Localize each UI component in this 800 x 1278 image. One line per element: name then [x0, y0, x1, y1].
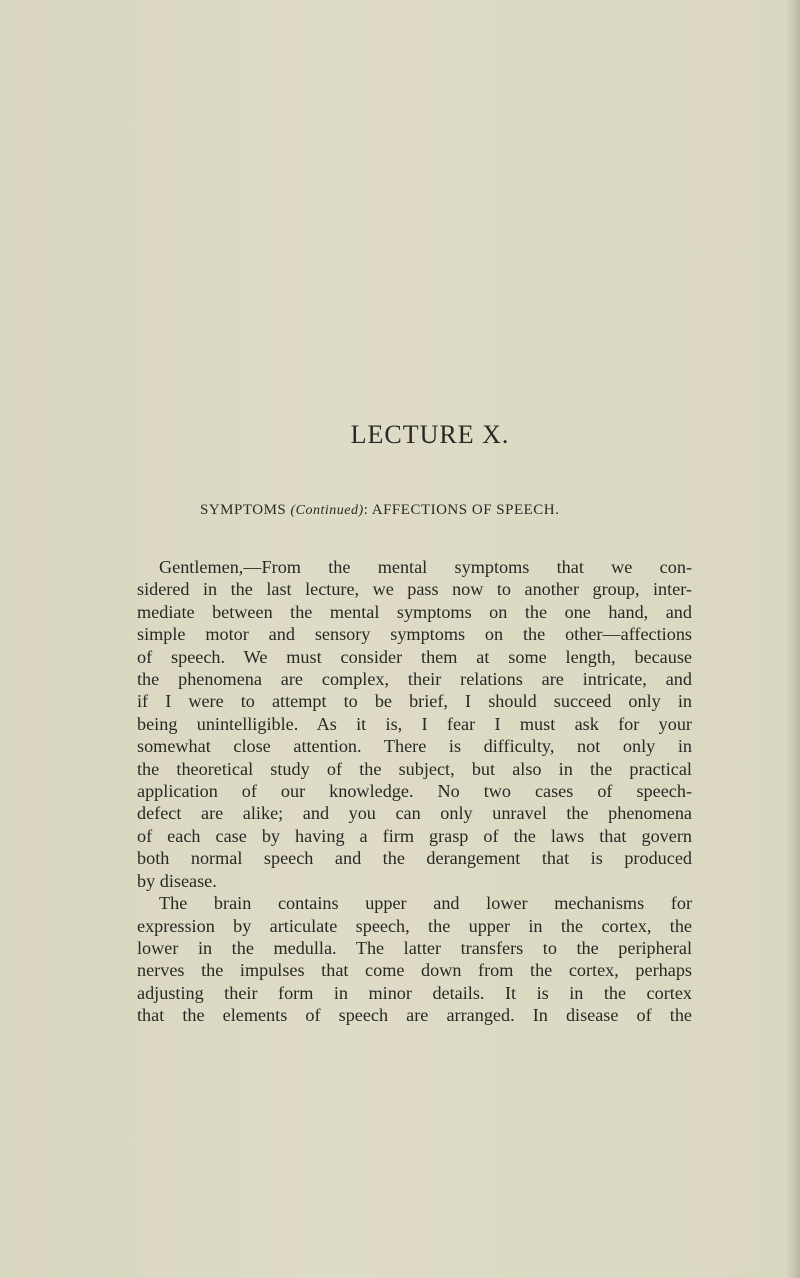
text-line: Gentlemen,—From the mental symptoms that we con-	[159, 557, 692, 577]
text-line: by disease.	[137, 870, 217, 891]
text-line: somewhat close attention. There is difficulty, not only in	[137, 736, 692, 757]
paragraph-2	[137, 892, 692, 1026]
text-line: of each case by having a firm grasp of the laws that govern	[137, 825, 692, 846]
text-line: sidered in the last lecture, we pass now to another group, inter-	[137, 579, 692, 600]
text-line: both normal speech and the derangement that is produced	[137, 848, 692, 869]
subtitle-main: SYMPTOMS	[200, 502, 287, 518]
text-line: expression by articulate speech, the upper in the cortex, the	[137, 915, 692, 936]
text-line: defect are alike; and you can only unravel the phenomena	[137, 803, 692, 824]
subtitle-continued: (Continued)	[290, 503, 364, 518]
paragraph-1	[137, 556, 692, 892]
text-line: application of our knowledge. No two cases of speech-	[137, 781, 692, 802]
text-line: mediate between the mental symptoms on the one hand, and	[137, 601, 692, 622]
text-line: The brain contains upper and lower mechanisms for	[159, 893, 692, 914]
text-line: that the elements of speech are arranged. In disease of the	[137, 1005, 692, 1026]
text-line: the theoretical study of the subject, but also in the practical	[137, 758, 692, 779]
text-line: adjusting their form in minor details. It is in the cortex	[137, 982, 692, 1003]
lecture-title: LECTURE X.	[350, 420, 510, 449]
text-line: of speech. We must consider them at some length, because	[137, 646, 692, 667]
page-edge-shadow	[786, 0, 800, 1278]
text-line: nerves the impulses that come down from the cortex, perhaps	[137, 960, 692, 981]
text-line: lower in the medulla. The latter transfers to the peripheral	[137, 937, 692, 958]
text-line: if I were to attempt to be brief, I should succeed only in	[137, 691, 692, 712]
text-line: simple motor and sensory symptoms on the other—affections	[137, 624, 692, 645]
subtitle-rest: : AFFECTIONS OF SPEECH.	[363, 502, 560, 518]
text-line: the phenomena are complex, their relations are intricate, and	[137, 669, 692, 690]
chapter-subtitle	[200, 502, 559, 519]
text-line: being unintelligible. As it is, I fear I must ask for your	[137, 713, 692, 734]
body-text	[137, 556, 692, 1027]
